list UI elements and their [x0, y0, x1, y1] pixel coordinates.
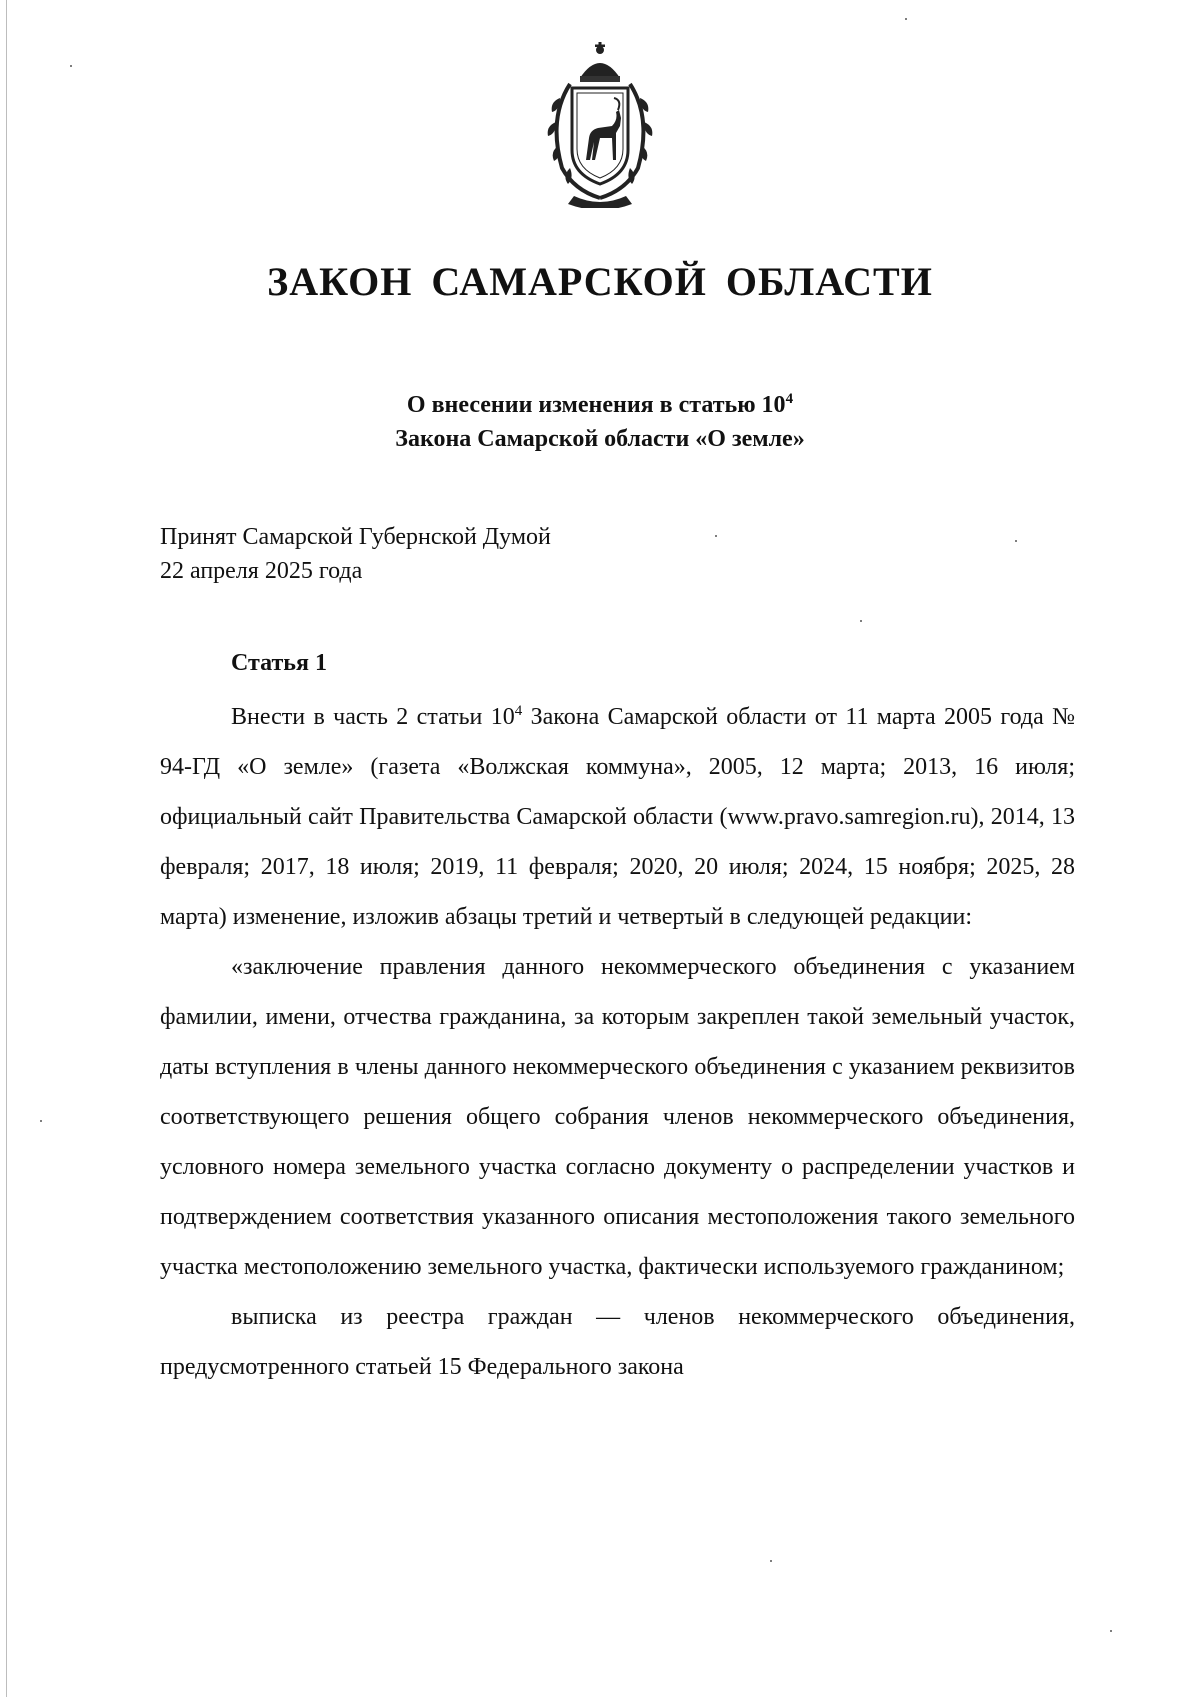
article-heading: Статья 1 [231, 650, 327, 676]
adoption-info [160, 520, 551, 588]
scan-speck [40, 1120, 42, 1122]
scan-speck [1015, 540, 1017, 542]
scan-speck [770, 1560, 772, 1562]
page-edge-line [6, 0, 7, 1697]
article-paragraph-2: «заключение правления данного некоммерческого объединения с указанием фамилии, имени, отчества гражданина, за которым закреплен такой земельный участок, даты вступления в члены данного некоммерческого объединения с указанием реквизитов соответствующего решения общего собрания членов некоммерческого объединения, условного номера земельного участка согласно документу о распределении участков и подтверждением соответствия указанного описания местоположения такого земельного участка местоположению земельного участка, фактически используемого гражданином; [160, 954, 1075, 1280]
article-paragraph-3: выписка из реестра граждан — членов некоммерческого объединения, предусмотренного статьей 15 Федерального закона [160, 1304, 1075, 1380]
law-subtitle-line-2: Закона Самарской области «О земле» [395, 426, 805, 452]
scan-speck [70, 65, 72, 67]
article-body [160, 692, 1075, 1392]
law-title: ЗАКОН САМАРСКОЙ ОБЛАСТИ [267, 259, 933, 304]
law-subtitle-line-1: О внесении изменения в статью $10^4$ [406, 391, 794, 418]
scan-speck [905, 18, 907, 20]
scan-speck [1110, 1630, 1112, 1632]
samara-region-coat-of-arms-icon [534, 38, 666, 208]
law-subtitle [0, 388, 1200, 456]
adoption-date: 22 апреля 2025 года [160, 558, 363, 584]
adoption-body: Принят Самарской Губернской Думой [160, 524, 551, 550]
article-paragraph-1: Внести в часть 2 статьи $10^4$ Закона Самарской области от 11 марта 2005 года № 94-ГД «О земле» (газета «Волжская коммуна», 2005, 12 марта; 2013, 16 июля; официальный сайт Правительства Самарской области (www.pravo.samregion.ru), 2014, 13 февраля; 2017, 18 июля; 2019, 11 февраля; 2020, 20 июля; 2024, 15 ноября; 2025, 28 марта) изменение, изложив абзацы третий и четвертый в следующей редакции: [160, 703, 1075, 930]
scan-speck [715, 535, 717, 537]
scan-speck [860, 620, 862, 622]
